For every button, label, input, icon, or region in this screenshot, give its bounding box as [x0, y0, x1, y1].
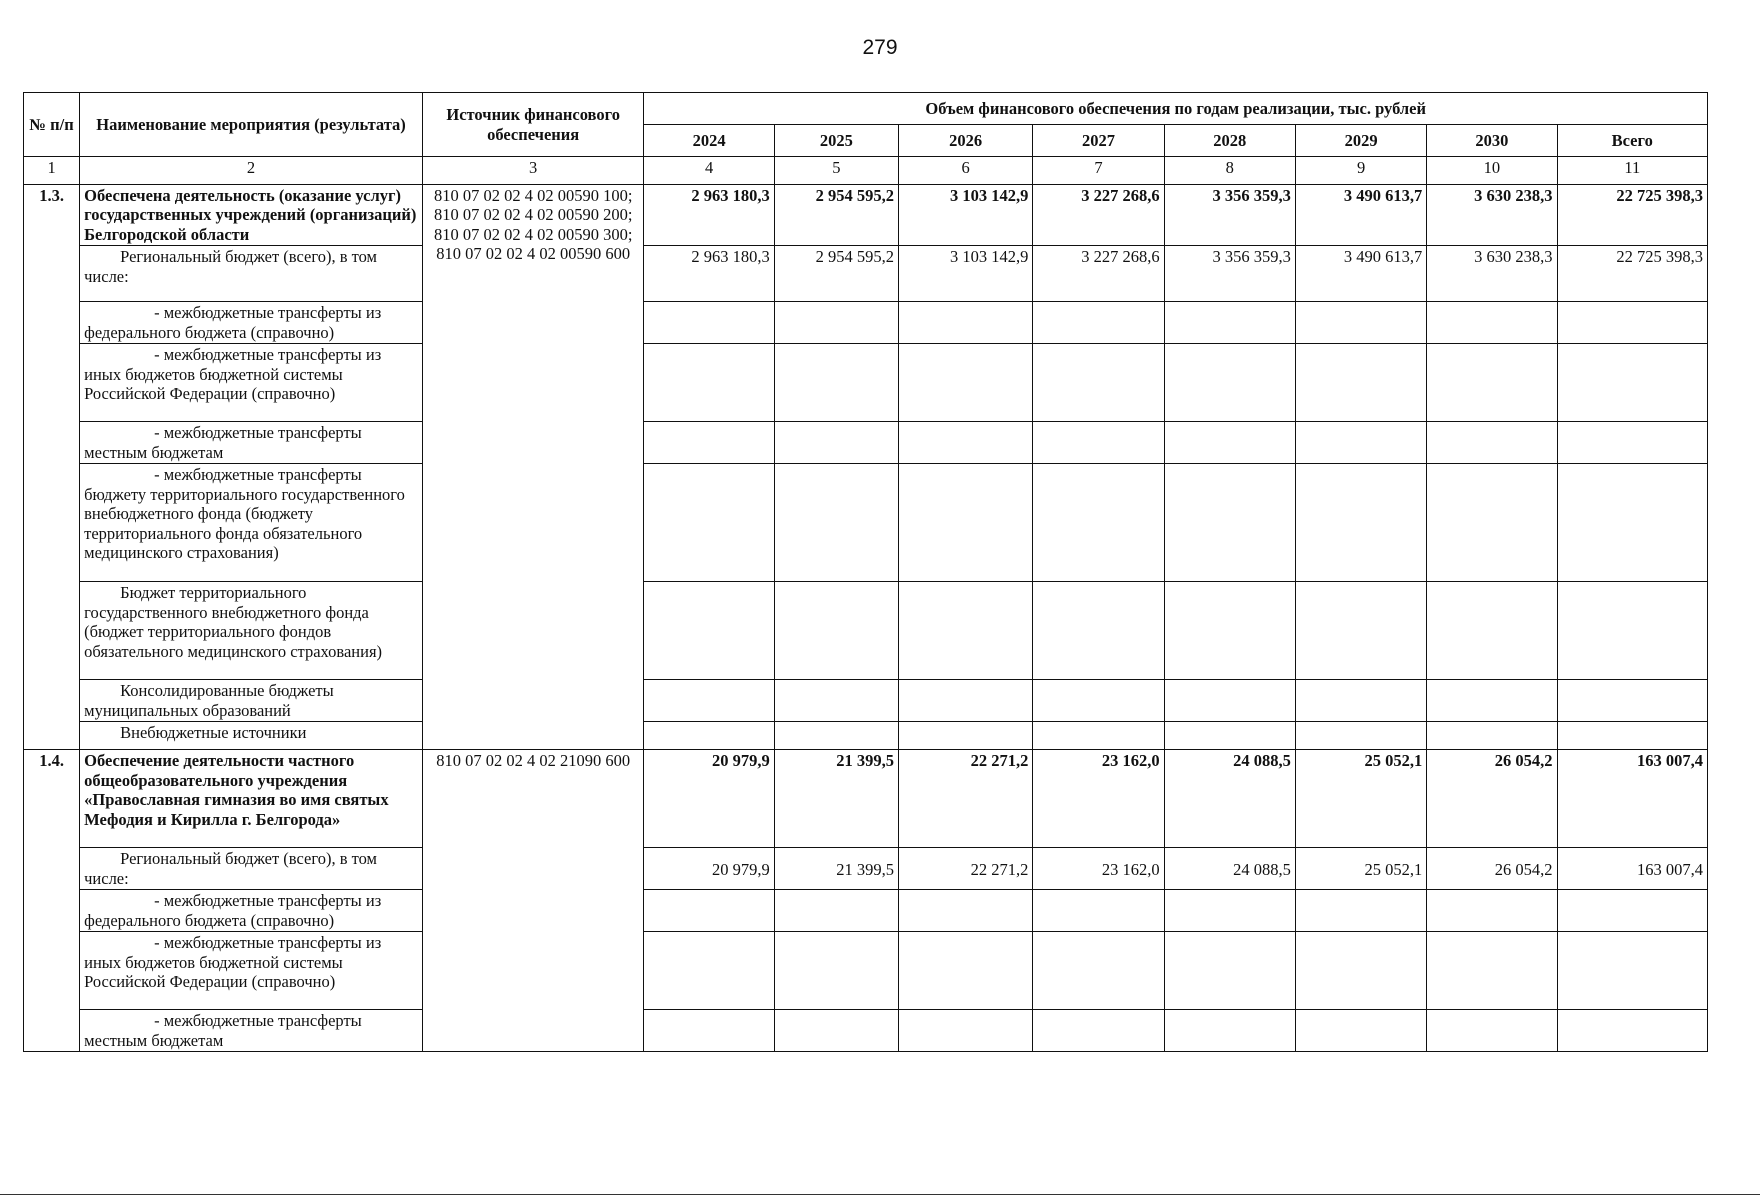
value-cell: 3 356 359,3 — [1164, 185, 1295, 246]
value-cell — [1164, 422, 1295, 464]
column-number: 2 — [80, 157, 423, 185]
value-cell — [1033, 890, 1164, 932]
value-cell: 3 630 238,3 — [1427, 246, 1557, 302]
value-cell — [1295, 722, 1426, 750]
value-cell: 3 227 268,6 — [1033, 246, 1164, 302]
budget-line-name: Региональный бюджет (всего), в том числе: — [80, 848, 423, 890]
value-cell: 3 490 613,7 — [1295, 246, 1426, 302]
value-cell — [1557, 464, 1707, 582]
header-year: 2026 — [899, 125, 1033, 157]
page-number: 279 — [862, 36, 898, 59]
value-cell: 22 271,2 — [899, 750, 1033, 848]
column-number: 3 — [422, 157, 644, 185]
value-cell: 3 227 268,6 — [1033, 185, 1164, 246]
value-cell: 20 979,9 — [644, 848, 774, 890]
table-row — [24, 185, 1708, 246]
table-row — [24, 680, 1708, 722]
value-cell: 22 725 398,3 — [1557, 246, 1707, 302]
value-cell — [1164, 464, 1295, 582]
value-cell — [644, 1010, 774, 1052]
table-row — [24, 246, 1708, 302]
budget-line-name: - межбюджетные трансферты из федерального бюджета (справочно) — [80, 890, 423, 932]
table-row — [24, 1010, 1708, 1052]
value-cell — [1033, 582, 1164, 680]
table-row — [24, 890, 1708, 932]
column-number: 1 — [24, 157, 80, 185]
row-index: 1.4. — [24, 750, 80, 1052]
value-cell — [1427, 932, 1557, 1010]
value-cell: 2 963 180,3 — [644, 185, 774, 246]
value-cell — [1295, 680, 1426, 722]
value-cell — [899, 344, 1033, 422]
value-cell: 25 052,1 — [1295, 848, 1426, 890]
value-cell — [1295, 302, 1426, 344]
value-cell — [774, 582, 898, 680]
header-year: 2025 — [774, 125, 898, 157]
value-cell — [1164, 582, 1295, 680]
value-cell — [1295, 422, 1426, 464]
header-year: 2029 — [1295, 125, 1426, 157]
table-row — [24, 302, 1708, 344]
value-cell: 24 088,5 — [1164, 848, 1295, 890]
value-cell — [644, 680, 774, 722]
value-cell — [1557, 1010, 1707, 1052]
value-cell: 3 356 359,3 — [1164, 246, 1295, 302]
header-name: Наименование мероприятия (результата) — [80, 93, 423, 157]
value-cell — [644, 302, 774, 344]
header-year: 2030 — [1427, 125, 1557, 157]
value-cell — [644, 422, 774, 464]
value-cell — [774, 722, 898, 750]
column-number: 9 — [1295, 157, 1426, 185]
value-cell — [899, 464, 1033, 582]
value-cell: 21 399,5 — [774, 848, 898, 890]
column-number: 8 — [1164, 157, 1295, 185]
value-cell — [899, 302, 1033, 344]
value-cell: 22 271,2 — [899, 848, 1033, 890]
value-cell — [1295, 344, 1426, 422]
column-number: 11 — [1557, 157, 1707, 185]
value-cell — [1427, 1010, 1557, 1052]
table-body — [24, 185, 1708, 1052]
budget-line-name: - межбюджетные трансферты из иных бюджетов бюджетной системы Российской Федерации (справочно) — [80, 344, 423, 422]
value-cell — [899, 582, 1033, 680]
budget-line-name: Бюджет территориального государственного внебюджетного фонда (бюджет территориального фондов обязательного медицинского страхования) — [80, 582, 423, 680]
activity-name: Обеспечена деятельность (оказание услуг) государственных учреждений (организаций) Белгородской области — [80, 185, 423, 246]
value-cell: 22 725 398,3 — [1557, 185, 1707, 246]
value-cell — [1295, 464, 1426, 582]
value-cell: 163 007,4 — [1557, 750, 1707, 848]
value-cell — [1427, 422, 1557, 464]
header-num: № п/п — [24, 93, 80, 157]
column-number-row — [24, 157, 1708, 185]
budget-line-name: - межбюджетные трансферты местным бюджетам — [80, 1010, 423, 1052]
budget-line-name: - межбюджетные трансферты из федерального бюджета (справочно) — [80, 302, 423, 344]
value-cell — [1164, 890, 1295, 932]
value-cell — [1557, 890, 1707, 932]
value-cell: 24 088,5 — [1164, 750, 1295, 848]
budget-line-name: Консолидированные бюджеты муниципальных образований — [80, 680, 423, 722]
table-row — [24, 848, 1708, 890]
value-cell — [1557, 932, 1707, 1010]
value-cell — [1427, 464, 1557, 582]
value-cell — [1295, 582, 1426, 680]
budget-line-name: - межбюджетные трансферты местным бюджетам — [80, 422, 423, 464]
header-year: 2027 — [1033, 125, 1164, 157]
value-cell: 3 103 142,9 — [899, 246, 1033, 302]
value-cell — [644, 582, 774, 680]
column-number: 4 — [644, 157, 774, 185]
value-cell — [774, 932, 898, 1010]
value-cell — [644, 464, 774, 582]
value-cell — [774, 680, 898, 722]
table-row — [24, 750, 1708, 848]
value-cell — [1164, 1010, 1295, 1052]
value-cell — [1427, 890, 1557, 932]
value-cell — [1557, 302, 1707, 344]
value-cell — [1164, 302, 1295, 344]
value-cell — [899, 890, 1033, 932]
value-cell: 23 162,0 — [1033, 750, 1164, 848]
value-cell — [899, 1010, 1033, 1052]
value-cell — [1164, 722, 1295, 750]
value-cell — [774, 344, 898, 422]
value-cell — [1033, 1010, 1164, 1052]
value-cell — [1033, 680, 1164, 722]
value-cell: 2 954 595,2 — [774, 246, 898, 302]
value-cell — [644, 890, 774, 932]
table-row — [24, 582, 1708, 680]
value-cell — [899, 680, 1033, 722]
value-cell — [1557, 344, 1707, 422]
value-cell — [774, 890, 898, 932]
column-number: 6 — [899, 157, 1033, 185]
header-year: 2028 — [1164, 125, 1295, 157]
value-cell — [774, 464, 898, 582]
value-cell: 163 007,4 — [1557, 848, 1707, 890]
value-cell — [899, 422, 1033, 464]
value-cell — [1427, 344, 1557, 422]
value-cell — [1033, 932, 1164, 1010]
value-cell: 2 963 180,3 — [644, 246, 774, 302]
budget-line-name: - межбюджетные трансферты бюджету территориального государственного внебюджетного фонда (бюджету территориального фонда обязательного медицинского страхования) — [80, 464, 423, 582]
value-cell — [774, 422, 898, 464]
value-cell — [1427, 680, 1557, 722]
value-cell — [1557, 422, 1707, 464]
column-number: 10 — [1427, 157, 1557, 185]
value-cell — [1033, 722, 1164, 750]
value-cell: 2 954 595,2 — [774, 185, 898, 246]
value-cell — [644, 932, 774, 1010]
value-cell — [774, 1010, 898, 1052]
value-cell — [1295, 932, 1426, 1010]
table-row — [24, 464, 1708, 582]
value-cell — [1295, 890, 1426, 932]
bottom-rule — [0, 1194, 1760, 1195]
header-year: Всего — [1557, 125, 1707, 157]
budget-line-name: Внебюджетные источники — [80, 722, 423, 750]
value-cell — [1033, 302, 1164, 344]
header-year: 2024 — [644, 125, 774, 157]
value-cell: 3 490 613,7 — [1295, 185, 1426, 246]
value-cell — [644, 722, 774, 750]
value-cell — [899, 932, 1033, 1010]
budget-line-name: - межбюджетные трансферты из иных бюджетов бюджетной системы Российской Федерации (справочно) — [80, 932, 423, 1010]
budget-table — [23, 92, 1708, 1052]
value-cell — [1295, 1010, 1426, 1052]
value-cell — [1033, 344, 1164, 422]
value-cell: 3 630 238,3 — [1427, 185, 1557, 246]
value-cell — [1033, 464, 1164, 582]
value-cell — [1557, 582, 1707, 680]
value-cell: 25 052,1 — [1295, 750, 1426, 848]
table-row — [24, 932, 1708, 1010]
activity-name: Обеспечение деятельности частного общеобразовательного учреждения «Православная гимназия во имя святых Мефодия и Кирилла г. Белгорода» — [80, 750, 423, 848]
value-cell — [1427, 302, 1557, 344]
value-cell — [1557, 722, 1707, 750]
value-cell — [1427, 582, 1557, 680]
table-row — [24, 344, 1708, 422]
value-cell — [1164, 680, 1295, 722]
value-cell: 20 979,9 — [644, 750, 774, 848]
value-cell: 26 054,2 — [1427, 848, 1557, 890]
budget-line-name: Региональный бюджет (всего), в том числе: — [80, 246, 423, 302]
value-cell: 26 054,2 — [1427, 750, 1557, 848]
value-cell — [1557, 680, 1707, 722]
header-volume: Объем финансового обеспечения по годам реализации, тыс. рублей — [644, 93, 1708, 125]
value-cell — [899, 722, 1033, 750]
value-cell — [1427, 722, 1557, 750]
value-cell — [1164, 344, 1295, 422]
header-source: Источник финансового обеспечения — [422, 93, 644, 157]
table-row — [24, 422, 1708, 464]
value-cell: 3 103 142,9 — [899, 185, 1033, 246]
column-number: 5 — [774, 157, 898, 185]
funding-source-code: 810 07 02 02 4 02 00590 100; 810 07 02 02 4 02 00590 200; 810 07 02 02 4 02 00590 300; 810 07 02 02 4 02 00590 600 — [422, 185, 644, 750]
value-cell: 23 162,0 — [1033, 848, 1164, 890]
column-number: 7 — [1033, 157, 1164, 185]
value-cell: 21 399,5 — [774, 750, 898, 848]
funding-source-code: 810 07 02 02 4 02 21090 600 — [422, 750, 644, 1052]
value-cell — [774, 302, 898, 344]
table-row — [24, 722, 1708, 750]
value-cell — [1033, 422, 1164, 464]
value-cell — [644, 344, 774, 422]
row-index: 1.3. — [24, 185, 80, 750]
value-cell — [1164, 932, 1295, 1010]
